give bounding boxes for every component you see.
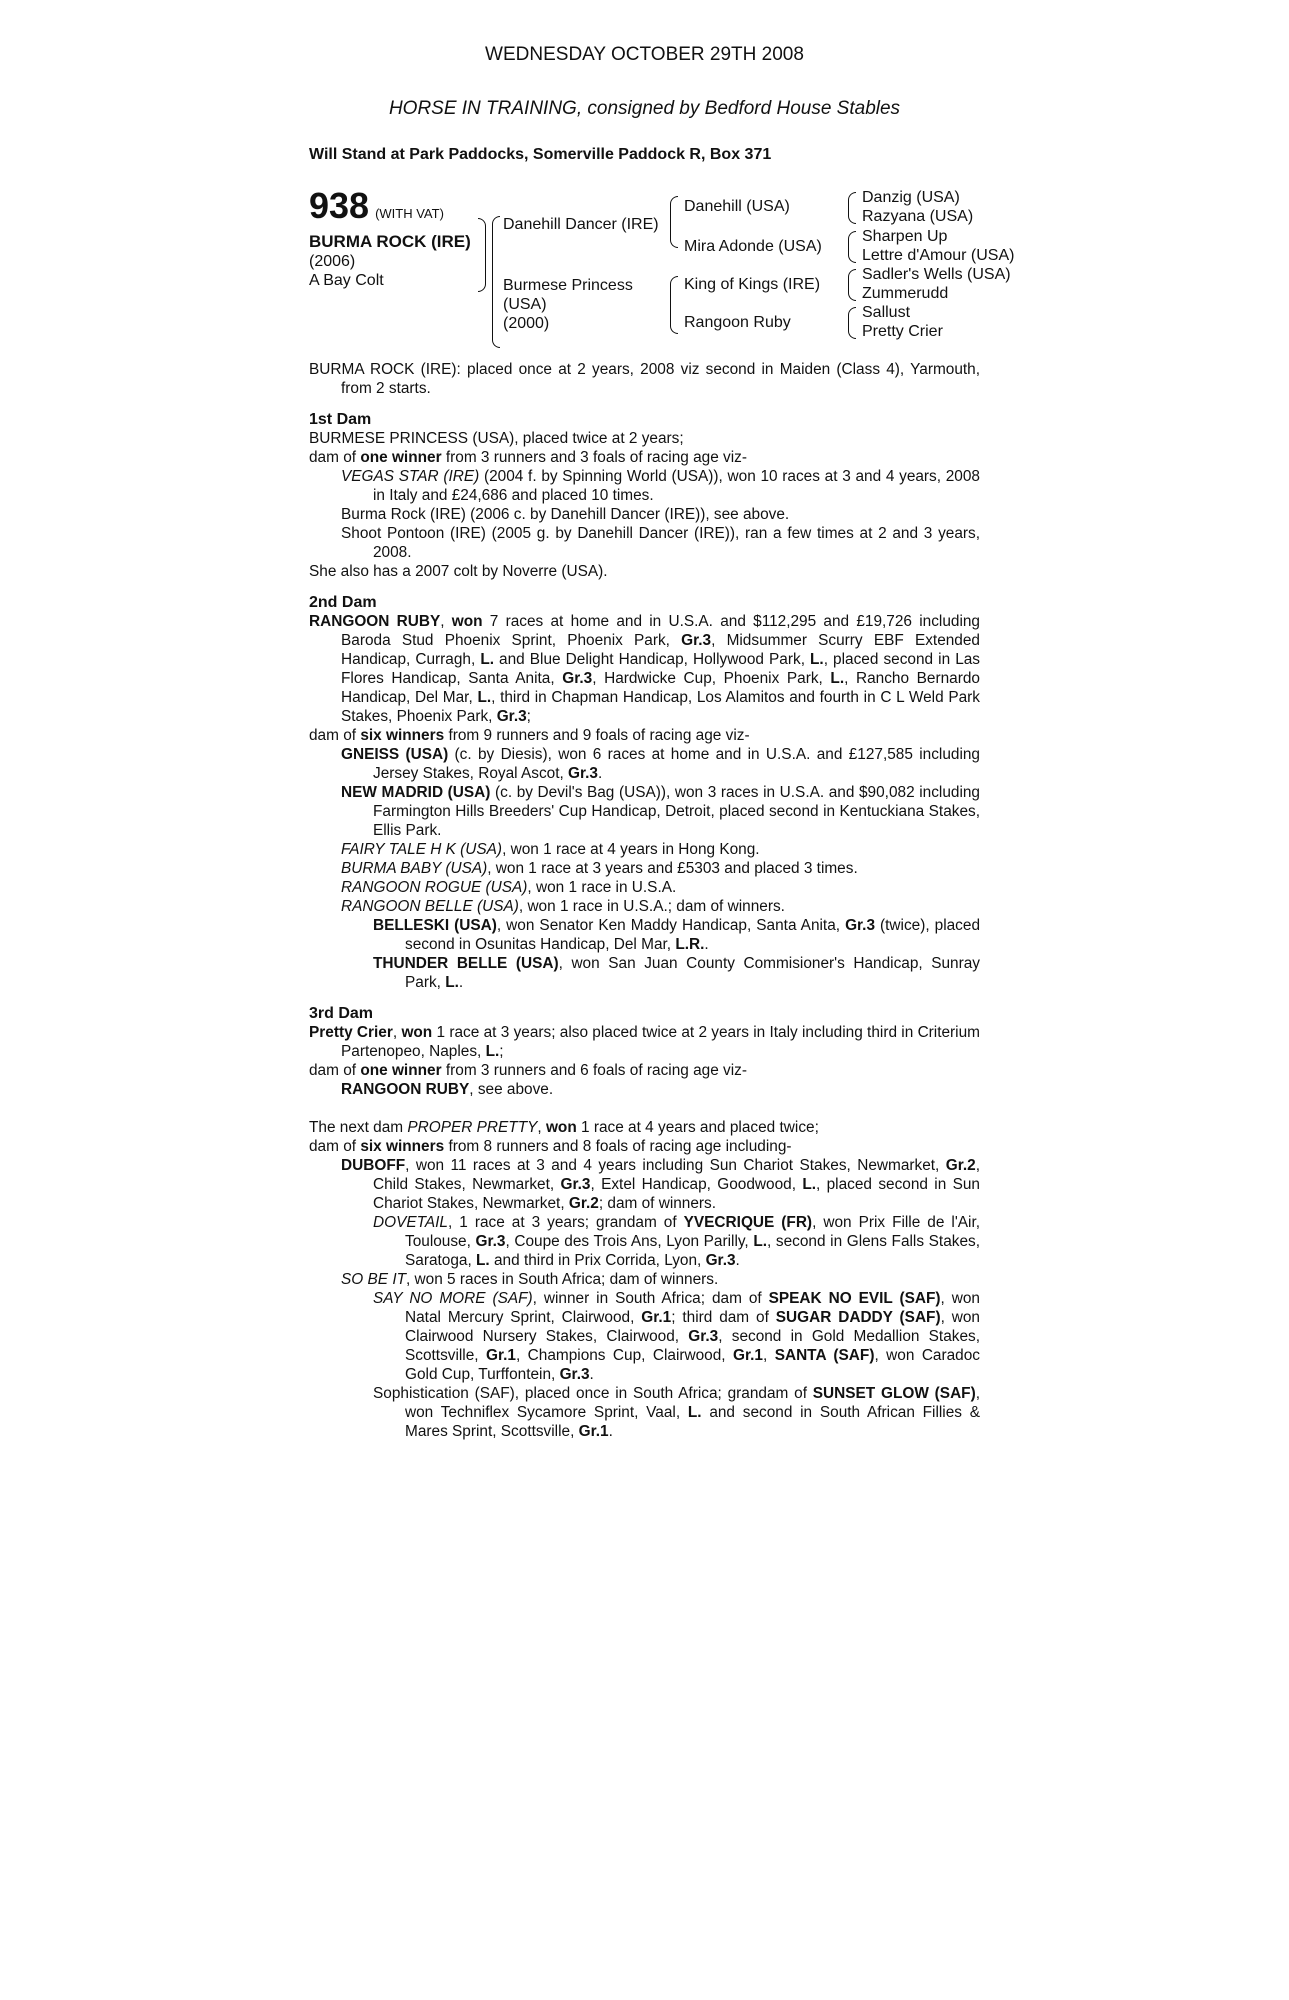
- intro-paragraph: BURMA ROCK (IRE): placed once at 2 years, 2008 viz second in Maiden (Class 4), Yarmouth, from 2 starts.: [309, 361, 980, 397]
- sire: Danehill Dancer (IRE): [503, 216, 659, 233]
- lot-vat: (WITH VAT): [375, 206, 444, 221]
- dam1-note: She also has a 2007 colt by Noverre (USA).: [309, 563, 608, 580]
- list-item: SO BE IT, won 5 races in South Africa; dam of winners.: [341, 1271, 719, 1288]
- pedigree-brace: [492, 216, 500, 348]
- sire-sire: Danehill (USA): [684, 198, 790, 215]
- pedigree-brace: [670, 276, 678, 334]
- list-item: RANGOON RUBY, see above.: [341, 1081, 554, 1098]
- list-item: BURMA BABY (USA), won 1 race at 3 years and £5303 and placed 3 times.: [341, 860, 858, 877]
- list-item: BELLESKI (USA), won Senator Ken Maddy Handicap, Santa Anita, Gr.3 (twice), placed second in Osunitas Handicap, Del Mar, L.R..: [373, 917, 980, 953]
- dam1-produce: dam of one winner from 3 runners and 3 foals of racing age viz-: [309, 449, 747, 466]
- list-item: SAY NO MORE (SAF), winner in South Africa; dam of SPEAK NO EVIL (SAF), won Natal Mercury Sprint, Clairwood, Gr.1; third dam of SUGAR DADDY (SAF), won Clairwood Nursery Stakes, Clairwood, Gr.3, second in Gold Medallion Stakes, Scottsville, Gr.1, Champions Cup, Clairwood, Gr.1, SANTA (SAF), won Caradoc Gold Cup, Turffontein, Gr.3.: [373, 1290, 980, 1383]
- list-item: VEGAS STAR (IRE) (2004 f. by Spinning World (USA)), won 10 races at 3 and 4 years, 2008 in Italy and £24,686 and placed 10 times.: [341, 468, 980, 504]
- sire-dam: Mira Adonde (USA): [684, 238, 822, 255]
- dds: Sallust: [862, 304, 911, 321]
- pedigree-brace: [848, 269, 856, 301]
- lot-description: A Bay Colt: [309, 272, 384, 289]
- dam3-produce: dam of one winner from 3 runners and 6 foals of racing age viz-: [309, 1062, 747, 1079]
- list-item: DOVETAIL, 1 race at 3 years; grandam of YVECRIQUE (FR), won Prix Fille de l'Air, Toulouse, Gr.3, Coupe des Trois Ans, Lyon Parilly, L., second in Glens Falls Stakes, Saratoga, L. and third in Prix Corrida, Lyon, Gr.3.: [373, 1214, 980, 1269]
- consignment-title: HORSE IN TRAINING, consigned by Bedford House Stables: [388, 98, 901, 119]
- sale-date: WEDNESDAY OCTOBER 29TH 2008: [485, 44, 804, 65]
- pedigree-brace: [478, 218, 486, 292]
- dam2-record: RANGOON RUBY, won 7 races at home and in U.S.A. and $112,295 and £19,726 including Baroda Stud Phoenix Sprint, Phoenix Park, Gr.3, Midsummer Scurry EBF Extended Handicap, Curragh, L. and Blue Delight Handicap, Hollywood Park, L., placed second in Las Flores Handicap, Santa Anita, Gr.3, Hardwicke Cup, Phoenix Park, L., Rancho Bernardo Handicap, Del Mar, L., third in Chapman Handicap, Los Alamitos and fourth in C L Weld Park Stakes, Phoenix Park, Gr.3;: [309, 613, 981, 725]
- dam3-heading: 3rd Dam: [309, 1005, 374, 1022]
- dam3-record: Pretty Crier, won 1 race at 3 years; also placed twice at 2 years in Italy including third in Criterium Partenopeo, Naples, L.;: [309, 1024, 980, 1060]
- ssd: Razyana (USA): [862, 208, 974, 225]
- dss: Sadler's Wells (USA): [862, 266, 1011, 283]
- list-item: THUNDER BELLE (USA), won San Juan County Commisioner's Handicap, Sunray Park, L..: [373, 955, 980, 991]
- dam-sire: King of Kings (IRE): [684, 276, 821, 293]
- dam1-record: BURMESE PRINCESS (USA), placed twice at 2 years;: [309, 430, 684, 447]
- list-item: Burma Rock (IRE) (2006 c. by Danehill Dancer (IRE)), see above.: [341, 506, 790, 523]
- list-item: Shoot Pontoon (IRE) (2005 g. by Danehill Dancer (IRE)), ran a few times at 2 and 3 years, 2008.: [341, 525, 980, 561]
- lot-number: 938: [309, 185, 370, 226]
- list-item: DUBOFF, won 11 races at 3 and 4 years including Sun Chariot Stakes, Newmarket, Gr.2, Child Stakes, Newmarket, Gr.3, Extel Handicap, Goodwood, L., placed second in Sun Chariot Stakes, Newmarket, Gr.2; dam of winners.: [341, 1157, 980, 1212]
- list-item: FAIRY TALE H K (USA), won 1 race at 4 years in Hong Kong.: [341, 841, 760, 858]
- dam: Burmese Princess: [503, 277, 633, 294]
- dam-dam: Rangoon Ruby: [684, 314, 791, 331]
- sds: Sharpen Up: [862, 228, 948, 245]
- dam-line2: (USA): [503, 296, 547, 313]
- sss: Danzig (USA): [862, 189, 960, 206]
- sdd: Lettre d'Amour (USA): [862, 247, 1015, 264]
- pedigree-brace: [848, 231, 856, 263]
- dam2-produce: dam of six winners from 9 runners and 9 foals of racing age viz-: [309, 727, 750, 744]
- pedigree-brace: [848, 192, 856, 224]
- dam1-heading: 1st Dam: [309, 411, 372, 428]
- stand-location: Will Stand at Park Paddocks, Somerville Paddock R, Box 371: [309, 146, 772, 163]
- dam-line3: (2000): [503, 315, 550, 332]
- pedigree-brace: [670, 196, 678, 248]
- dsd: Zummerudd: [862, 285, 949, 302]
- pedigree-brace: [848, 307, 856, 339]
- lot-year: (2006): [309, 253, 356, 270]
- next-dam-record: The next dam PROPER PRETTY, won 1 race at 4 years and placed twice;: [309, 1119, 819, 1136]
- lot-name: BURMA ROCK (IRE): [309, 232, 471, 251]
- list-item: RANGOON BELLE (USA), won 1 race in U.S.A.; dam of winners.: [341, 898, 785, 915]
- list-item: Sophistication (SAF), placed once in South Africa; grandam of SUNSET GLOW (SAF), won Techniflex Sycamore Sprint, Vaal, L. and second in South African Fillies & Mares Sprint, Scottsville, Gr.1.: [373, 1385, 980, 1440]
- list-item: RANGOON ROGUE (USA), won 1 race in U.S.A.: [341, 879, 677, 896]
- dam2-heading: 2nd Dam: [309, 594, 377, 611]
- catalogue-body: [309, 360, 980, 1441]
- ddd: Pretty Crier: [862, 323, 943, 340]
- next-dam-produce: dam of six winners from 8 runners and 8 foals of racing age including-: [309, 1138, 792, 1155]
- list-item: NEW MADRID (USA) (c. by Devil's Bag (USA)), won 3 races in U.S.A. and $90,082 including Farmington Hills Breeders' Cup Handicap, Detroit, placed second in Kentuckiana Stakes, Ellis Park.: [341, 784, 980, 839]
- list-item: GNEISS (USA) (c. by Diesis), won 6 races at home and in U.S.A. and £127,585 including Jersey Stakes, Royal Ascot, Gr.3.: [341, 746, 980, 782]
